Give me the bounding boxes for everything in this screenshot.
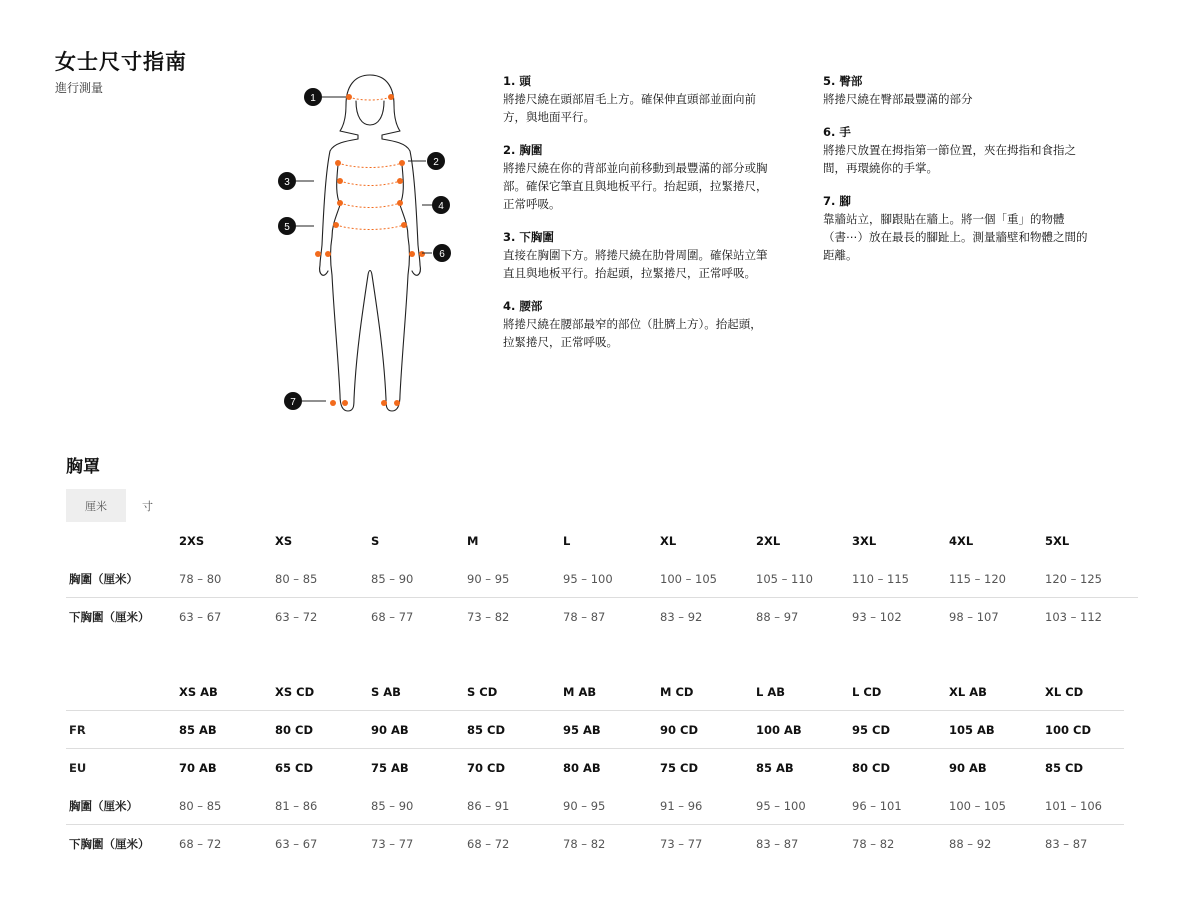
table-header-row [66, 673, 1124, 711]
column-header: 5XL [1045, 534, 1070, 548]
table-cell: 85 – 90 [371, 799, 414, 813]
table-cell: 88 – 92 [949, 837, 992, 851]
table-cell: 83 – 92 [660, 610, 703, 624]
table-row [66, 825, 1124, 863]
table-cell: 63 – 72 [275, 610, 318, 624]
table-cell: 100 CD [1045, 723, 1091, 737]
table-cell: 93 – 102 [852, 610, 902, 624]
page-title: 女士尺寸指南 [55, 50, 187, 74]
row-label: EU [69, 761, 87, 775]
table-cell: 105 AB [949, 723, 995, 737]
table-cell: 100 AB [756, 723, 802, 737]
step-title: 4. 腰部 [503, 299, 543, 313]
column-header: 4XL [949, 534, 974, 548]
step-body: 將捲尺繞在臀部最豐滿的部分 [823, 92, 973, 106]
column-header: L CD [852, 685, 882, 699]
row-label: 胸圍（厘米） [69, 572, 138, 586]
table-cell: 65 CD [275, 761, 313, 775]
step-title: 3. 下胸圍 [503, 230, 554, 244]
svg-text:1: 1 [310, 93, 316, 104]
step-title: 2. 胸圍 [503, 143, 543, 157]
table-cell: 110 – 115 [852, 572, 909, 586]
step-waist [503, 297, 773, 351]
table-row [66, 598, 1138, 636]
table-header-row [66, 522, 1138, 560]
table-cell: 90 – 95 [467, 572, 510, 586]
table-cell: 70 CD [467, 761, 505, 775]
table-cell: 68 – 72 [467, 837, 510, 851]
step-body: 直接在胸圍下方。將捲尺繞在肋骨周圍。確保站立筆直且與地板平行。抬起頭，拉緊捲尺，正常呼吸。 [503, 248, 768, 280]
column-header: 2XL [756, 534, 781, 548]
column-header: XL [660, 534, 677, 548]
table-cell: 73 – 77 [660, 837, 703, 851]
step-underbust [503, 228, 773, 282]
marker-1-icon [304, 88, 322, 106]
table-cell: 101 – 106 [1045, 799, 1102, 813]
column-header: XS AB [179, 685, 218, 699]
table-cell: 68 – 72 [179, 837, 222, 851]
table-cell: 85 AB [179, 723, 217, 737]
table-cell: 96 – 101 [852, 799, 902, 813]
step-title: 5. 臀部 [823, 74, 863, 88]
table-cell: 95 – 100 [756, 799, 806, 813]
unit-toggle [66, 489, 169, 522]
table-cell: 95 CD [852, 723, 890, 737]
svg-text:4: 4 [438, 201, 444, 212]
table-cell: 85 CD [1045, 761, 1083, 775]
column-header: S AB [371, 685, 401, 699]
table-row [66, 749, 1124, 787]
step-foot [823, 192, 1098, 264]
column-header: XS CD [275, 685, 315, 699]
column-header: XL CD [1045, 685, 1084, 699]
column-header: S [371, 534, 380, 548]
table-cell: 80 – 85 [275, 572, 318, 586]
table-cell: 86 – 91 [467, 799, 510, 813]
step-body: 將捲尺繞在你的背部並向前移動到最豐滿的部分或胸部。確保它筆直且與地板平行。抬起頭，拉緊捲尺，正常呼吸。 [503, 161, 768, 211]
table-cell: 80 CD [275, 723, 313, 737]
table-cell: 81 – 86 [275, 799, 318, 813]
table-cell: 103 – 112 [1045, 610, 1102, 624]
section-title: 胸罩 [66, 457, 100, 477]
table-cell: 100 – 105 [660, 572, 717, 586]
table-cell: 73 – 77 [371, 837, 414, 851]
table-cell: 90 CD [660, 723, 698, 737]
column-header: 2XS [179, 534, 205, 548]
step-hand [823, 123, 1098, 177]
marker-3-icon [278, 172, 296, 190]
row-label: 下胸圍（厘米） [69, 610, 150, 624]
size-table [66, 522, 1138, 636]
row-label: FR [69, 723, 86, 737]
table-cell: 100 – 105 [949, 799, 1006, 813]
steps-column-2 [823, 72, 1098, 279]
table-cell: 85 CD [467, 723, 505, 737]
step-body: 將捲尺放置在拇指第一節位置，夾在拇指和食指之間，再環繞你的手掌。 [823, 143, 1076, 175]
table-cell: 78 – 87 [563, 610, 606, 624]
row-label: 胸圍（厘米） [69, 799, 138, 813]
table-cell: 98 – 107 [949, 610, 999, 624]
step-head [503, 72, 773, 126]
step-title: 1. 頭 [503, 74, 531, 88]
table-row [66, 711, 1124, 749]
table-cell: 83 – 87 [756, 837, 799, 851]
steps-column-1 [503, 72, 773, 366]
table-cell: 95 – 100 [563, 572, 613, 586]
marker-5-icon [278, 217, 296, 235]
marker-2-icon [427, 152, 445, 170]
step-bust [503, 141, 773, 213]
marker-4-icon [432, 196, 450, 214]
table-cell: 78 – 80 [179, 572, 222, 586]
step-hips [823, 72, 1098, 108]
table-cell: 70 AB [179, 761, 217, 775]
table-cell: 85 – 90 [371, 572, 414, 586]
tab-cm[interactable]: 厘米 [66, 489, 126, 522]
table-cell: 91 – 96 [660, 799, 703, 813]
table-cell: 75 AB [371, 761, 409, 775]
column-header: L [563, 534, 571, 548]
table-cell: 88 – 97 [756, 610, 799, 624]
table-cell: 78 – 82 [563, 837, 606, 851]
table-cell: 83 – 87 [1045, 837, 1088, 851]
svg-text:2: 2 [433, 157, 439, 168]
table-cell: 63 – 67 [275, 837, 318, 851]
table-cell: 85 AB [756, 761, 794, 775]
page-subtitle: 進行測量 [55, 81, 104, 95]
table-cell: 80 CD [852, 761, 890, 775]
table-cell: 80 – 85 [179, 799, 222, 813]
tab-inch[interactable]: 寸 [126, 489, 169, 522]
marker-6-icon [433, 244, 451, 262]
cup-size-table [66, 673, 1124, 863]
step-title: 7. 腳 [823, 194, 851, 208]
measurement-figure [270, 65, 470, 425]
column-header: 3XL [852, 534, 877, 548]
table-cell: 115 – 120 [949, 572, 1006, 586]
svg-text:6: 6 [439, 249, 445, 260]
column-header: S CD [467, 685, 498, 699]
step-body: 靠牆站立，腳跟貼在牆上。將一個「重」的物體（書⋯）放在最長的腳趾上。測量牆壁和物體之間的距離。 [823, 212, 1088, 262]
table-cell: 75 CD [660, 761, 698, 775]
svg-text:3: 3 [284, 177, 290, 188]
table-cell: 80 AB [563, 761, 601, 775]
column-header: M AB [563, 685, 597, 699]
table-cell: 120 – 125 [1045, 572, 1102, 586]
row-label: 下胸圍（厘米） [69, 837, 150, 851]
table-cell: 73 – 82 [467, 610, 510, 624]
column-header: L AB [756, 685, 785, 699]
step-body: 將捲尺繞在頭部眉毛上方。確保伸直頭部並面向前方，與地面平行。 [503, 92, 756, 124]
table-row [66, 560, 1138, 598]
table-row [66, 787, 1124, 825]
column-header: M [467, 534, 479, 548]
step-title: 6. 手 [823, 125, 851, 139]
table-cell: 90 AB [371, 723, 409, 737]
table-cell: 95 AB [563, 723, 601, 737]
svg-text:7: 7 [290, 397, 296, 408]
step-body: 將捲尺繞在腰部最窄的部位（肚臍上方）。抬起頭，拉緊捲尺，正常呼吸。 [503, 317, 762, 349]
table-cell: 68 – 77 [371, 610, 414, 624]
marker-7-icon [284, 392, 302, 410]
column-header: M CD [660, 685, 694, 699]
column-header: XS [275, 534, 293, 548]
svg-text:5: 5 [284, 222, 290, 233]
table-cell: 78 – 82 [852, 837, 895, 851]
column-header: XL AB [949, 685, 987, 699]
table-cell: 90 AB [949, 761, 987, 775]
table-cell: 90 – 95 [563, 799, 606, 813]
table-cell: 105 – 110 [756, 572, 813, 586]
table-cell: 63 – 67 [179, 610, 222, 624]
